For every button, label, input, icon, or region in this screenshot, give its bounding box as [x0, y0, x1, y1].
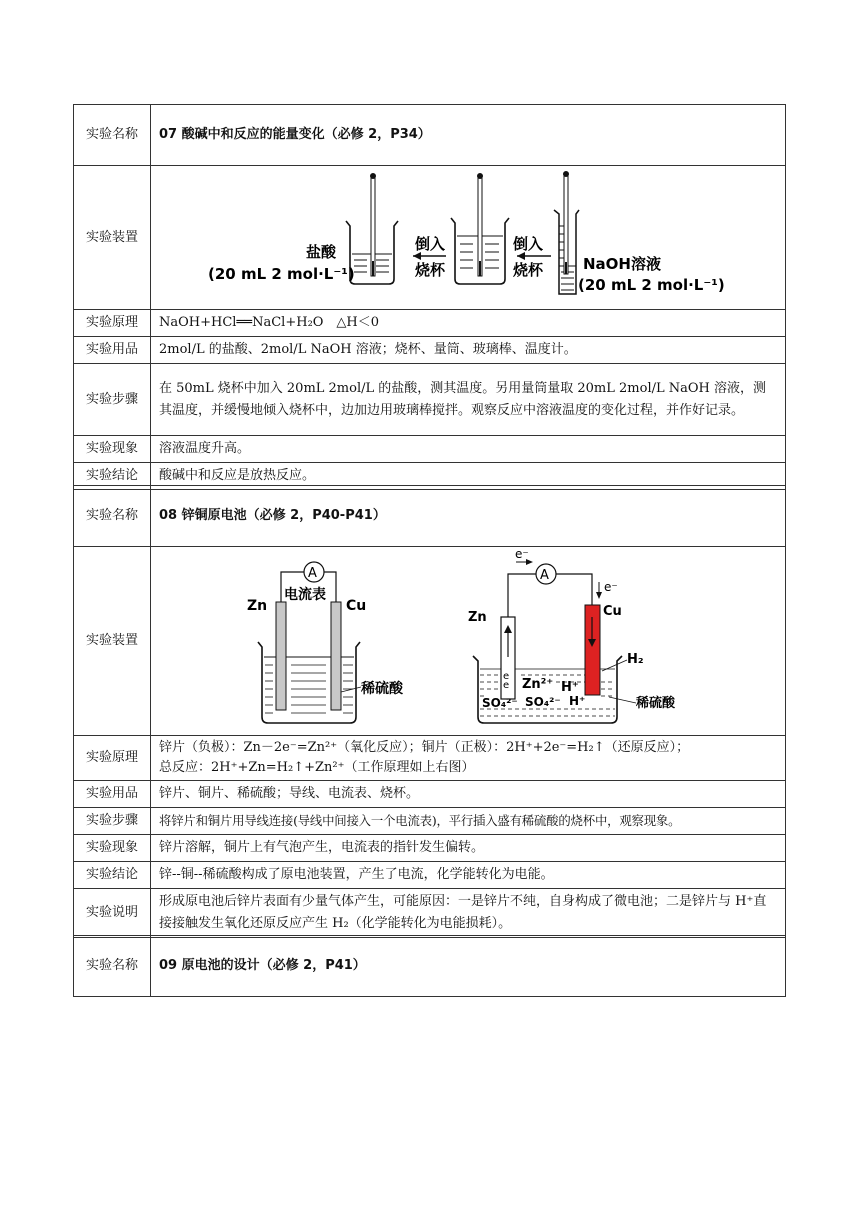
ammeter-caption: 电流表 [284, 587, 326, 603]
experiment-08-table [73, 485, 786, 938]
electron-flow-top: e⁻ [515, 547, 529, 561]
principle-label: 实验原理 [74, 736, 151, 781]
acid-label: 稀硫酸 [361, 681, 403, 697]
zn-ion-label: Zn²⁺ [522, 677, 554, 692]
steps-text: 在 50mL 烧杯中加入 20mL 2mol/L 的盐酸，测其温度。另用量筒量取 20mL 2mol/L NaOH 溶液，测其温度，并缓慢地倾入烧杯中，边加边用玻璃棒搅拌。观察反应中溶液温度的变化过程，并作好记录。 [151, 364, 786, 436]
steps-label: 实验步骤 [74, 808, 151, 835]
arrowhead-1 [413, 252, 421, 260]
principle-label: 实验原理 [74, 310, 151, 337]
naoh-amount-label: (20 mL 2 mol·L⁻¹) [578, 276, 725, 294]
sulfate-ion-2: SO₄²⁻ [525, 695, 561, 709]
h-ion-label: H⁺ [561, 680, 579, 695]
conclusion-text: 锌--铜--稀硫酸构成了原电池装置，产生了电流，化学能转化为电能。 [151, 862, 786, 889]
naoh-label: NaOH溶液 [583, 255, 661, 273]
note-label: 实验说明 [74, 889, 151, 938]
name-label: 实验名称 [74, 486, 151, 547]
conclusion-text: 酸碱中和反应是放热反应。 [151, 463, 786, 490]
galvanic-cell-diagrams [151, 547, 778, 727]
arrow1-label-bottom: 烧杯 [415, 261, 446, 279]
experiment-title: 08 锌铜原电池（必修 2，P40-P41） [151, 486, 786, 547]
device-label: 实验装置 [74, 166, 151, 310]
hcl-amount-label: (20 mL 2 mol·L⁻¹) [208, 265, 355, 283]
h2-label: H₂ [627, 652, 644, 667]
ammeter-label: A [540, 568, 549, 583]
supplies-label: 实验用品 [74, 781, 151, 808]
hcl-label: 盐酸 [306, 243, 337, 261]
steps-text: 将锌片和铜片用导线连接(导线中间接入一个电流表)，平行插入盛有稀硫酸的烧杯中，观察现象。 [151, 808, 786, 835]
conclusion-label: 实验结论 [74, 463, 151, 490]
electron-mark-1: e [503, 671, 510, 682]
cu-label: Cu [603, 604, 622, 619]
principle-line-2: 总反应：2H⁺+Zn=H₂↑+Zn²⁺（工作原理如上右图） [159, 760, 475, 775]
acid-label: 稀硫酸 [636, 696, 676, 711]
experiment-07-table [73, 104, 786, 490]
principle-text [151, 736, 786, 781]
arrow1-label-top: 倒入 [415, 235, 446, 253]
experiment-title: 09 原电池的设计（必修 2，P41） [151, 936, 786, 997]
arrowhead-2 [517, 252, 525, 260]
note-text: 形成原电池后锌片表面有少量气体产生，可能原因：一是锌片不纯，自身构成了微电池；二是锌片与 H⁺直接接触发生氧化还原反应产生 H₂（化学能转化为电能损耗）。 [151, 889, 786, 938]
arrow2-label-top: 倒入 [513, 235, 544, 253]
principle-text: NaOH+HCl══NaCl+H₂O △H＜0 [151, 310, 786, 337]
name-label: 实验名称 [74, 936, 151, 997]
graduated-cylinder-naoh [554, 171, 579, 294]
supplies-text: 2mol/L 的盐酸、2mol/L NaOH 溶液；烧杯、量筒、玻璃棒、温度计。 [151, 337, 786, 364]
galvanic-cell-right [468, 547, 676, 723]
beaker-mixed [451, 173, 509, 284]
zn-label: Zn [247, 598, 268, 614]
experiment-09-table [73, 935, 786, 997]
ammeter-label: A [308, 566, 317, 581]
phenomenon-label: 实验现象 [74, 835, 151, 862]
phenomenon-label: 实验现象 [74, 436, 151, 463]
steps-label: 实验步骤 [74, 364, 151, 436]
phenomenon-text: 锌片溶解，铜片上有气泡产生，电流表的指针发生偏转。 [151, 835, 786, 862]
phenomenon-text: 溶液温度升高。 [151, 436, 786, 463]
cu-label: Cu [346, 598, 367, 614]
electron-flow-side: e⁻ [604, 580, 618, 594]
conclusion-label: 实验结论 [74, 862, 151, 889]
device-cell [151, 166, 786, 310]
supplies-text: 锌片、铜片、稀硫酸；导线、电流表、烧杯。 [151, 781, 786, 808]
arrow2-label-bottom: 烧杯 [513, 261, 544, 279]
neutralization-apparatus-diagram [151, 166, 778, 301]
device-cell [151, 547, 786, 736]
electron-mark-2: e [503, 680, 510, 691]
galvanic-cell-left [247, 562, 404, 723]
sulfate-ion-1: SO₄²⁻ [482, 696, 518, 710]
zn-label: Zn [468, 610, 487, 625]
h-ion-label-2: H⁺ [569, 694, 586, 708]
principle-line-1: 锌片（负极）：Zn－2e⁻=Zn²⁺（氧化反应）；铜片（正极）：2H⁺+2e⁻=H₂↑（还原反应）； [159, 740, 690, 755]
name-label: 实验名称 [74, 105, 151, 166]
experiment-title: 07 酸碱中和反应的能量变化（必修 2，P34） [151, 105, 786, 166]
supplies-label: 实验用品 [74, 337, 151, 364]
device-label: 实验装置 [74, 547, 151, 736]
